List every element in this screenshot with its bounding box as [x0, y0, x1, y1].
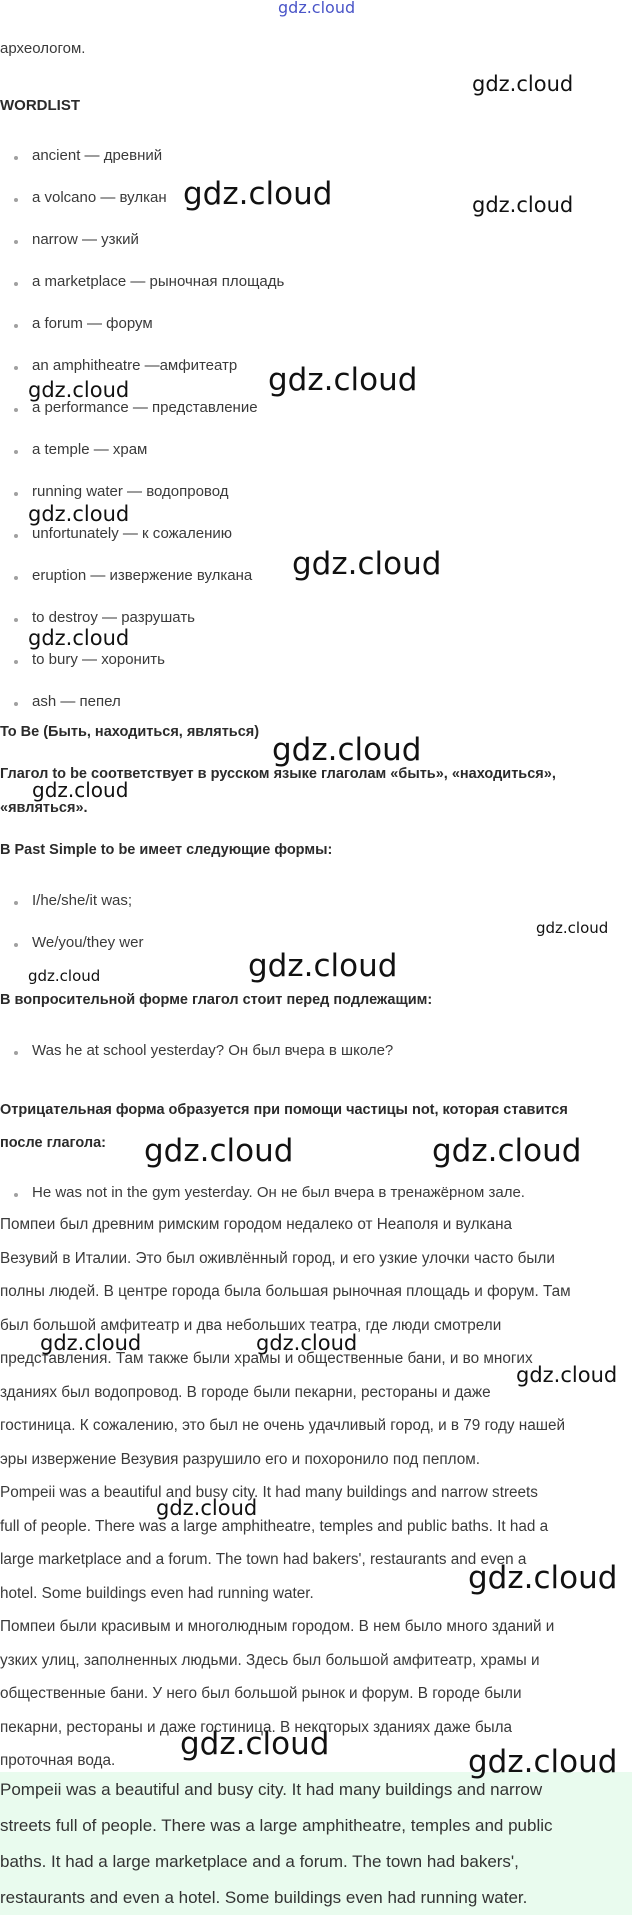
- list-item: narrow — узкий: [32, 231, 139, 248]
- paragraph-line: Везувий в Италии. Это был оживлённый город, и его узкие улочки часто были: [0, 1249, 555, 1267]
- paragraph-line: restaurants and even a hotel. Some buildings even had running water.: [0, 1888, 528, 1907]
- watermark: gdz.cloud: [28, 502, 130, 526]
- list-item: eruption — извержение вулкана: [32, 567, 253, 584]
- bullet: [14, 324, 18, 328]
- paragraph-line: представления. Там также были храмы и общественные бани, и во многих: [0, 1350, 533, 1367]
- watermark: gdz.cloud: [472, 193, 574, 217]
- watermark: gdz.cloud: [28, 967, 101, 985]
- watermark: gdz.cloud: [516, 1363, 618, 1387]
- bullet: [14, 408, 18, 412]
- list-item: a forum — форум: [32, 315, 153, 332]
- bullet: [14, 282, 18, 286]
- bullet: [14, 576, 18, 580]
- paragraph-line: зданиях был водопровод. В городе были пекарни, рестораны и даже: [0, 1383, 491, 1401]
- negative-rule-line2: после глагола:: [0, 1135, 107, 1151]
- watermark: gdz.cloud: [183, 176, 333, 212]
- watermark: gdz.cloud: [468, 1560, 618, 1596]
- paragraph-line: baths. It had a large marketplace and a forum. The town had bakers',: [0, 1852, 519, 1871]
- bullet: [14, 660, 18, 664]
- form-item: I/he/she/it was;: [32, 892, 133, 909]
- paragraph-line: Pompeii was a beautiful and busy city. It had many buildings and narrow streets: [0, 1484, 538, 1501]
- paragraph-line: large marketplace and a forum. The town had bakers', restaurants and even a: [0, 1551, 527, 1568]
- watermark: gdz.cloud: [268, 362, 418, 398]
- top-line-text: археологом.: [0, 40, 86, 57]
- list-item: a temple — храм: [32, 441, 148, 458]
- watermark: gdz.cloud: [472, 72, 574, 96]
- watermark: gdz.cloud: [272, 732, 422, 768]
- bullet: [14, 943, 18, 947]
- watermark-top: gdz.cloud: [278, 0, 356, 17]
- watermark: gdz.cloud: [32, 778, 129, 802]
- paragraph-en-answer: [0, 1772, 632, 1916]
- list-item: unfortunately — к сожалению: [32, 525, 233, 542]
- paragraph-line: был большой амфитеатр и два небольших театра, где люди смотрели: [0, 1316, 502, 1334]
- wordlist-heading: WORDLIST: [0, 97, 80, 114]
- grammar-intro-line1: Глагол to be соответствует в русском языке глаголам «быть», «находиться»,: [0, 766, 556, 782]
- watermark: gdz.cloud: [180, 1726, 330, 1762]
- paragraph-line: эры извержение Везувия разрушило его и похоронило под пеплом.: [0, 1450, 480, 1468]
- paragraph-line: пекарни, рестораны и даже гостиница. В некоторых зданиях даже была: [0, 1718, 513, 1736]
- list-item: to bury — хоронить: [32, 651, 165, 668]
- bullet: [14, 1051, 18, 1055]
- bullet: [14, 618, 18, 622]
- list-item: a volcano — вулкан: [32, 189, 167, 206]
- paragraph-line: Помпеи были красивым и многолюдным городом. В нем было много зданий и: [0, 1618, 555, 1635]
- past-simple-rule: В Past Simple to be имеет следующие формы:: [0, 842, 333, 858]
- watermark: gdz.cloud: [256, 1331, 358, 1355]
- paragraph-line: hotel. Some buildings even had running water.: [0, 1584, 314, 1602]
- watermark: gdz.cloud: [40, 1331, 142, 1355]
- paragraph-line: Помпеи был древним римским городом недалеко от Неаполя и вулкана: [0, 1216, 513, 1233]
- negative-rule-line1: Отрицательная форма образуется при помощи частицы not, которая ставится: [0, 1102, 568, 1118]
- question-rule: В вопросительной форме глагол стоит перед подлежащим:: [0, 992, 433, 1008]
- list-item: running water — водопровод: [32, 483, 229, 500]
- grammar-intro-line2: «являться».: [0, 800, 88, 816]
- watermark: gdz.cloud: [292, 546, 442, 582]
- watermark: gdz.cloud: [144, 1133, 294, 1169]
- list-item: an amphitheatre —амфитеатр: [32, 357, 238, 374]
- paragraph-line: full of people. There was a large amphitheatre, temples and public baths. It had a: [0, 1517, 549, 1535]
- list-item: a marketplace — рыночная площадь: [32, 273, 285, 290]
- form-item: We/you/they wer: [32, 934, 144, 951]
- watermark: gdz.cloud: [28, 626, 130, 650]
- bullet: [14, 901, 18, 905]
- paragraph-line: Pompeii was a beautiful and busy city. It had many buildings and narrow: [0, 1780, 543, 1799]
- paragraph-line: полны людей. В центре города была большая рыночная площадь и форум. Там: [0, 1283, 571, 1300]
- watermark: gdz.cloud: [432, 1133, 582, 1169]
- bullet: [14, 156, 18, 160]
- list-item: to destroy — разрушать: [32, 609, 196, 626]
- list-item: a performance — представление: [32, 399, 258, 416]
- list-item: ash — пепел: [32, 693, 121, 710]
- question-example: Was he at school yesterday? Он был вчера в школе?: [32, 1042, 394, 1059]
- grammar-title: To Be (Быть, находиться, являться): [0, 724, 260, 740]
- watermark: gdz.cloud: [156, 1496, 258, 1520]
- bullet: [14, 198, 18, 202]
- watermark: gdz.cloud: [468, 1744, 618, 1780]
- list-item: ancient — древний: [32, 147, 163, 164]
- paragraph-line: streets full of people. There was a large amphitheatre, temples and public: [0, 1816, 553, 1835]
- bullet: [14, 702, 18, 706]
- paragraph-line: общественные бани. У него был большой рынок и форум. В городе были: [0, 1685, 522, 1702]
- negative-example: He was not in the gym yesterday. Он не был вчера в тренажёрном зале.: [32, 1184, 525, 1201]
- bullet: [14, 450, 18, 454]
- bullet: [14, 366, 18, 370]
- watermark: gdz.cloud: [536, 919, 609, 937]
- paragraph-line: гостиница. К сожалению, это был не очень удачливый город, и в 79 году нашей: [0, 1417, 566, 1434]
- bullet: [14, 492, 18, 496]
- bullet: [14, 534, 18, 538]
- paragraph-line: узких улиц, заполненных людьми. Здесь был большой амфитеатр, храмы и: [0, 1651, 540, 1669]
- watermark: gdz.cloud: [248, 948, 398, 984]
- bullet: [14, 1193, 18, 1197]
- paragraph-line: проточная вода.: [0, 1752, 116, 1769]
- watermark: gdz.cloud: [28, 378, 130, 402]
- bullet: [14, 240, 18, 244]
